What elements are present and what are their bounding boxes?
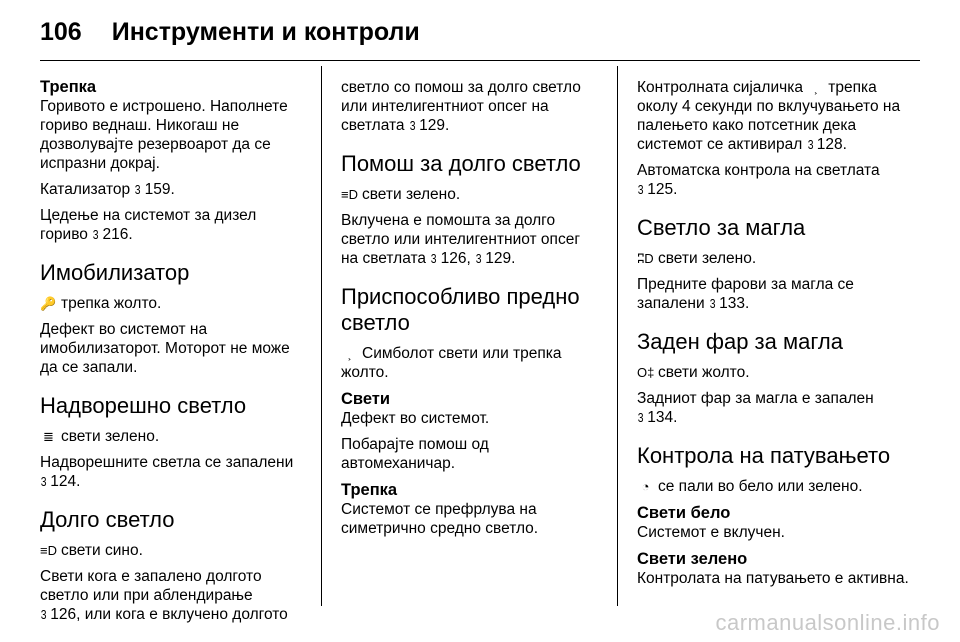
paragraph: ʭD свети зелено. [637, 250, 757, 267]
watermark: carmanualsonline.info [715, 610, 940, 635]
paragraph: Надворешните светла се запалени 3 124. [40, 454, 294, 490]
front-fog-icon: ʭD [637, 251, 654, 266]
heading-high-beam-assist: Помош за долго светло [341, 151, 581, 176]
subheading-lit: Свети [341, 390, 391, 408]
page-ref-icon: 3 [135, 182, 141, 197]
heading-immobiliser: Имобилизатор [40, 260, 190, 285]
page-ref-icon: 3 [431, 251, 437, 266]
paragraph: Побарајте помош од автомеханичар. [341, 436, 489, 472]
page-ref-icon: 3 [92, 227, 99, 242]
column-divider [617, 66, 618, 606]
page-ref-icon: 3 [637, 182, 644, 197]
subheading-flashing: Трепка [341, 481, 398, 499]
heading-fog-light: Светло за магла [637, 215, 806, 240]
subheading-lit-white: Свети бело [637, 504, 731, 522]
paragraph: ≡D свети сино. [40, 542, 143, 559]
cruise-control-icon: ◔ [641, 479, 650, 494]
paragraph: ≡D свети зелено. [341, 186, 461, 203]
heading-high-beam: Долго светло [40, 507, 175, 532]
column-divider [321, 66, 322, 606]
page-ref-icon: 3 [637, 410, 644, 425]
column-2 [341, 78, 601, 545]
high-beam-assist-icon: ≡D [341, 187, 358, 202]
heading-adaptive-light: Приспособливо предно светло [341, 284, 580, 335]
subheading-flashing: Трепка [40, 78, 97, 96]
paragraph: Горивото е истрошено. Наполнете гориво веднаш. Никогаш не дозволувајте резервоарот да се испразни докрај. [40, 98, 288, 172]
column-3 [637, 78, 912, 595]
page-ref-icon: 3 [409, 118, 416, 133]
paragraph: Контролата на патувањето е активна. [637, 570, 909, 587]
page-ref-icon: 3 [40, 607, 47, 622]
rear-fog-icon: O‡ [637, 365, 655, 380]
page-ref-icon: 3 [709, 296, 716, 311]
page-ref-icon: 3 [475, 251, 482, 266]
paragraph: светло со помош за долго светло или интелигентниот опсег на светлата 3 129. [341, 79, 581, 134]
paragraph: Контролната сијаличка ˲ трепка околу 4 секунди по вклучувањето на палењето како потсетник дека системот се активирал 3 128. [637, 79, 901, 153]
paragraph: Вклучена е помошта за долго светло или интелигентниот опсег на светлата 3 126, 3 129. [341, 212, 580, 267]
car-key-icon: 🔑 [40, 296, 57, 311]
paragraph: ˲ Симболот свети или трепка жолто. [341, 345, 562, 381]
paragraph: Свети кога е запалено долгото светло или при аблендирање 3 126, или кога е вклучено долгото [40, 568, 288, 623]
column-1 [40, 78, 306, 631]
adaptive-light-icon: ˲ [813, 80, 818, 95]
paragraph: Катализатор 3 159. [40, 181, 175, 198]
heading-rear-fog: Заден фар за магла [637, 329, 843, 354]
paragraph: Автоматска контрола на светлата 3 125. [637, 162, 880, 198]
page-ref-icon: 3 [40, 474, 47, 489]
paragraph: ◔ се пали во бело или зелено. [637, 477, 912, 496]
heading-cruise-control: Контрола на патувањето [637, 443, 891, 468]
paragraph: Системот се префрлува на симетрично средно светло. [341, 501, 539, 537]
adaptive-light-icon: ˲ [347, 346, 352, 361]
subheading-lit-green: Свети зелено [637, 550, 748, 568]
paragraph: Цедење на системот за дизел гориво 3 216. [40, 207, 257, 243]
header-rule [40, 60, 920, 61]
paragraph: O‡ свети жолто. [637, 364, 750, 381]
exterior-light-icon: ≣ [43, 429, 54, 444]
paragraph: Системот е вклучен. [637, 524, 785, 541]
heading-exterior-light: Надворешно светло [40, 393, 247, 418]
page-header [40, 18, 420, 47]
paragraph: Задниот фар за магла е запален 3 134. [637, 390, 874, 426]
paragraph: Предните фарови за магла се запалени 3 133. [637, 276, 854, 312]
paragraph: ≣ свети зелено. [40, 427, 306, 446]
page-ref-icon: 3 [807, 137, 814, 152]
chapter-title: Инструменти и контроли [111, 18, 420, 46]
paragraph: Дефект во системот на имобилизаторот. Моторот не може да се запали. [40, 321, 290, 376]
paragraph: Дефект во системот. [341, 410, 490, 427]
page-number: 106 [40, 18, 82, 46]
paragraph: 🔑 трепка жолто. [40, 295, 162, 312]
high-beam-icon: ≡D [40, 543, 57, 558]
